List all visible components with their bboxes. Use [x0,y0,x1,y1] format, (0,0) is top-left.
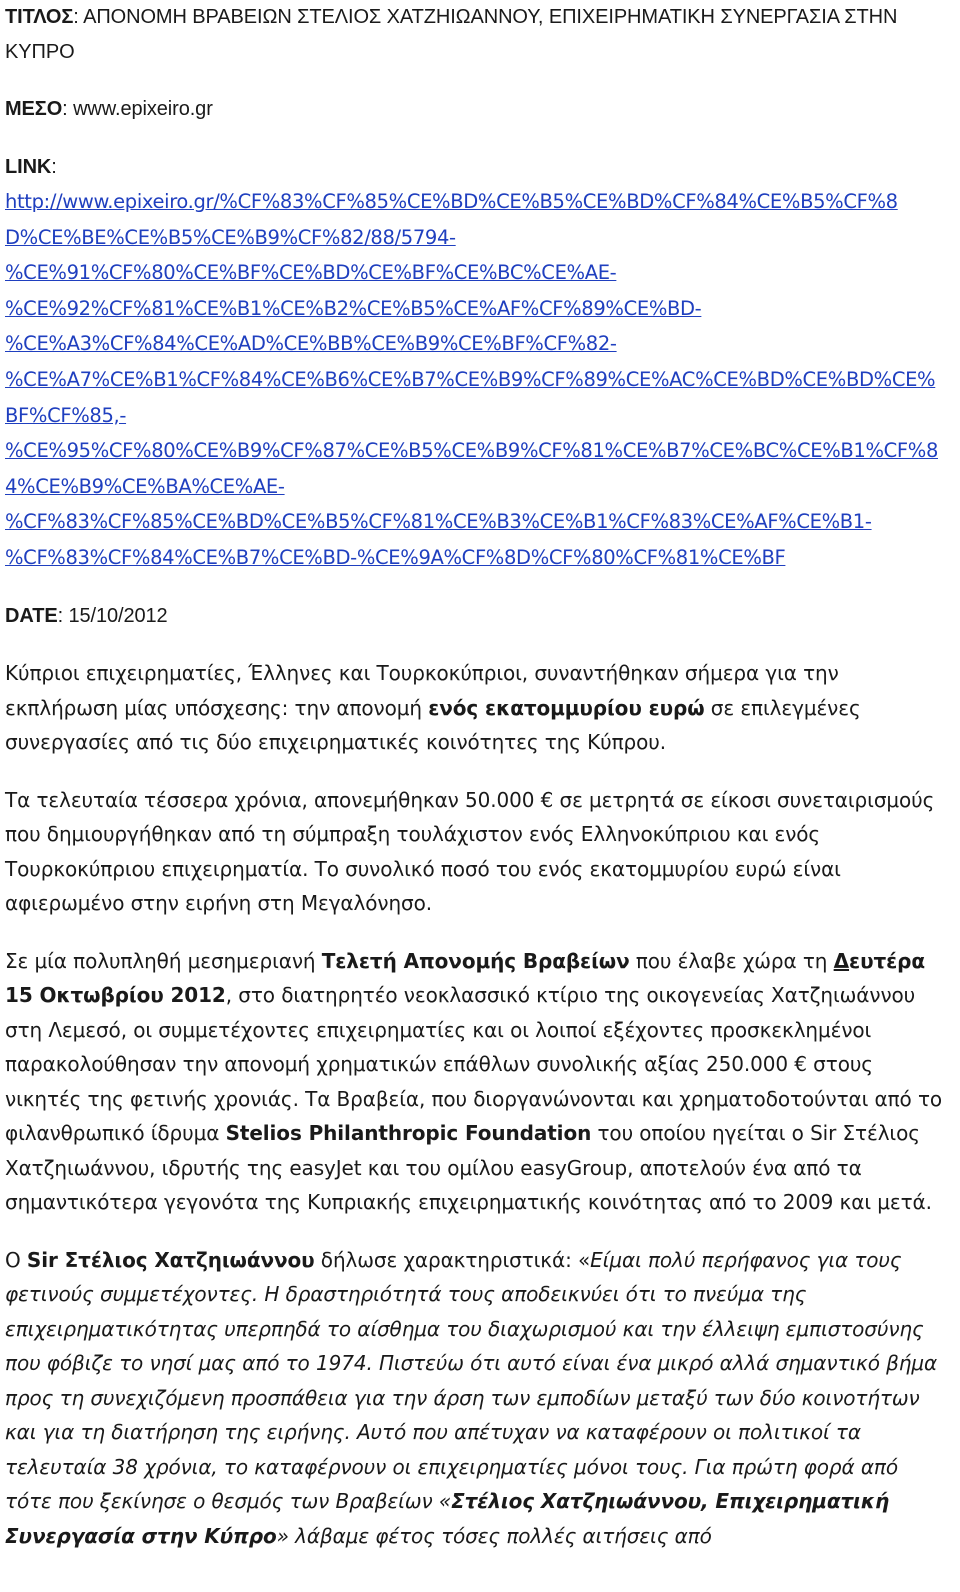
article-link-line[interactable]: 4%CE%B9%CE%BA%CE%AE- [5,474,285,498]
paragraph-text: Κύπριοι επιχειρηματίες, Έλληνες και Τουρκοκύπριοι, συναντήθηκαν σήμερα για την εκπλήρωση μίας υπόσχεσης: την απονομή [5,661,839,720]
link-line-wrapper [5,433,950,469]
link-line-wrapper [5,184,950,220]
paragraph-text: που έλαβε χώρα τη [629,948,834,973]
article-link-line[interactable]: D%CE%BE%CE%B5%CE%B9%CF%82/88/5794- [5,225,456,249]
title-label: ΤΙΤΛΟΣ [5,6,74,28]
article-link-line[interactable]: %CE%95%CF%80%CE%B9%CF%87%CE%B5%CE%B9%CF%81%CE%B7%CE%BC%CE%B1%CF%8 [5,439,938,463]
emphasis-text: Sir Στέλιος Χατζηιωάννου [26,1247,315,1272]
link-line-wrapper [5,326,950,362]
source-colon: : [62,98,74,120]
underlined-letter: Δ [833,948,850,973]
article-link-line[interactable]: %CF%83%CF%84%CE%B7%CE%BD-%CE%9A%CF%8D%CF%80%CF%81%CE%BF [5,545,786,569]
spacer [5,69,950,92]
paragraph-text: του οποίου ηγείται ο Sir Στέλιος Χατζηιωάννου, ιδρυτής της easyJet και του ομίλου easyGroup, αποτελούν ένα από τα σημαντικότερα γεγονότα της Κυπριακής επιχειρηματικής κοινότητας από το 2009 και μετά. [5,1121,932,1215]
date-colon: : [57,604,69,627]
document-page [5,0,950,1576]
source-value: www.epixeiro.gr [73,98,213,120]
link-colon: : [51,155,57,178]
paragraph-text: , στο διατηρητέο νεοκλασσικό κτίριο της οικογενείας Χατζηιωάννου στη Λεμεσό, οι συμμετέχοντες επιχειρηματίες και οι λοιποί εξέχοντες προσκεκλημένοι παρακολούθησαν την απονομή χρηματικών επάθλων συνολικής αξίας 250.000 € στους νικητές της φετινής χρονιάς. Τα Βραβεία, που διοργανώνονται και χρηματοδοτούνται από το φιλανθρωπικό ίδρυμα [5,983,943,1146]
link-label: LINK [5,155,52,178]
spacer [5,576,950,599]
title-line [5,0,950,69]
quote-text: » λάβαμε φέτος τόσες πολλές αιτήσεις από [276,1523,712,1548]
link-line-wrapper [5,291,950,327]
date-row [5,599,950,634]
paragraph-text: Τα τελευταία τέσσερα χρόνια, απονεμήθηκαν 50.000 € σε μετρητά σε είκοσι συνεταιρισμούς που δημιουργήθηκαν από τη σύμπραξη τουλάχιστον ενός Ελληνοκύπριου και ενός Τουρκοκύπριου επιχειρηματία. Το συνολικό ποσό του ενός εκατομμυρίου ευρώ είναι αφιερωμένο στην ειρήνη στη Μεγαλόνησο. [5,787,935,916]
link-line-wrapper [5,469,950,505]
article-paragraph-4 [5,1243,950,1554]
article-paragraph-3 [5,944,950,1220]
article-link-line[interactable]: http://www.epixeiro.gr/%CF%83%CF%85%CE%BD%CE%B5%CE%BD%CF%84%CE%B5%CF%8 [5,190,898,213]
source-row [5,92,950,127]
title-value: ΑΠΟΝΟΜΗ ΒΡΑΒΕΙΩΝ ΣΤΕΛΙΟΣ ΧΑΤΖΗΙΩΑΝΝΟΥ, ΕΠΙΧΕΙΡΗΜΑΤΙΚΗ ΣΥΝΕΡΓΑΣΙΑ ΣΤΗΝ ΚΥΠΡΟ [5,6,898,63]
source-label: ΜΕΣΟ [5,98,63,120]
quote-text: Είμαι πολύ περήφανος για τους φετινούς συμμετέχοντες. Η δραστηριότητά τους αποδεικνύει ότι το πνεύμα της επιχειρηματικότητας υπερπηδά το αίσθημα του διαχωρισμού και την έλλειψη εμπιστοσύνης που φόβιζε το νησί μας από το 1974. Πιστεύω ότι αυτό είναι ένα μικρό αλλά σημαντικό βήμα προς τη συνεχιζόμενη προσπάθεια για την άρση των εμποδίων μεταξύ των δύο κοινοτήτων και για τη διατήρηση της ειρήνης. Αυτό που απέτυχαν να καταφέρουν οι πολιτικοί τα τελευταία 38 χρόνια, το καταφέρνουν οι επιχειρηματίες μόνοι τους. Για πρώτη φορά από τότε που ξεκίνησε ο θεσμός των Βραβείων « [5,1247,938,1514]
link-block [5,184,950,576]
paragraph-text: σε επιλεγμένες συνεργασίες από τις δύο επιχειρηματικές κοινότητες της Κύπρου. [5,695,861,755]
link-line-wrapper [5,255,950,291]
link-line-wrapper [5,504,950,540]
emphasis-text: Stelios Philanthropic Foundation [225,1121,592,1146]
article-paragraph-1 [5,656,950,760]
title-colon: : [73,6,84,28]
paragraph-text: Ο [5,1247,27,1272]
spacer [5,127,950,150]
emphasis-text: ενός εκατομμυρίου ευρώ [428,695,705,720]
link-label-row [5,150,950,185]
title-row [5,0,950,69]
date-label: DATE [5,604,58,627]
paragraph-text: Σε μία πολυπληθή μεσημεριανή [5,948,322,973]
link-line-wrapper [5,398,950,434]
article-link-line[interactable]: %CE%A7%CE%B1%CF%84%CE%B6%CE%B7%CE%B9%CF%89%CE%AC%CE%BD%CE%BD%CE% [5,367,936,391]
emphasis-text: ευτέρα 15 Οκτωβρίου 2012 [5,948,926,1008]
link-line-wrapper [5,540,950,576]
article-link-line[interactable]: %CE%92%CF%81%CE%B1%CE%B2%CE%B5%CE%AF%CF%89%CE%BD- [5,296,702,320]
paragraph-text: δήλωσε χαρακτηριστικά: « [314,1247,591,1272]
emphasis-text: Τελετή Απονομής Βραβείων [321,948,630,973]
spacer [5,633,950,656]
article-link-line[interactable]: %CE%A3%CF%84%CE%AD%CE%BB%CE%B9%CE%BF%CF%82- [5,332,617,356]
link-line-wrapper [5,362,950,398]
link-line-wrapper [5,220,950,256]
article-link-line[interactable]: %CF%83%CF%85%CE%BD%CE%B5%CF%81%CE%B3%CE%B1%CF%83%CE%AF%CE%B1- [5,510,872,534]
quote-emphasis-text: Στέλιος Χατζηιωάννου, Επιχειρηματική Συνεργασία στην Κύπρο [5,1489,890,1548]
date-value: 15/10/2012 [68,604,168,627]
article-link-line[interactable]: BF%CF%85,- [5,403,127,427]
article-paragraph-2 [5,783,950,921]
article-link-line[interactable]: %CE%91%CF%80%CE%BF%CE%BD%CE%BF%CE%BC%CE%AE- [5,261,617,285]
